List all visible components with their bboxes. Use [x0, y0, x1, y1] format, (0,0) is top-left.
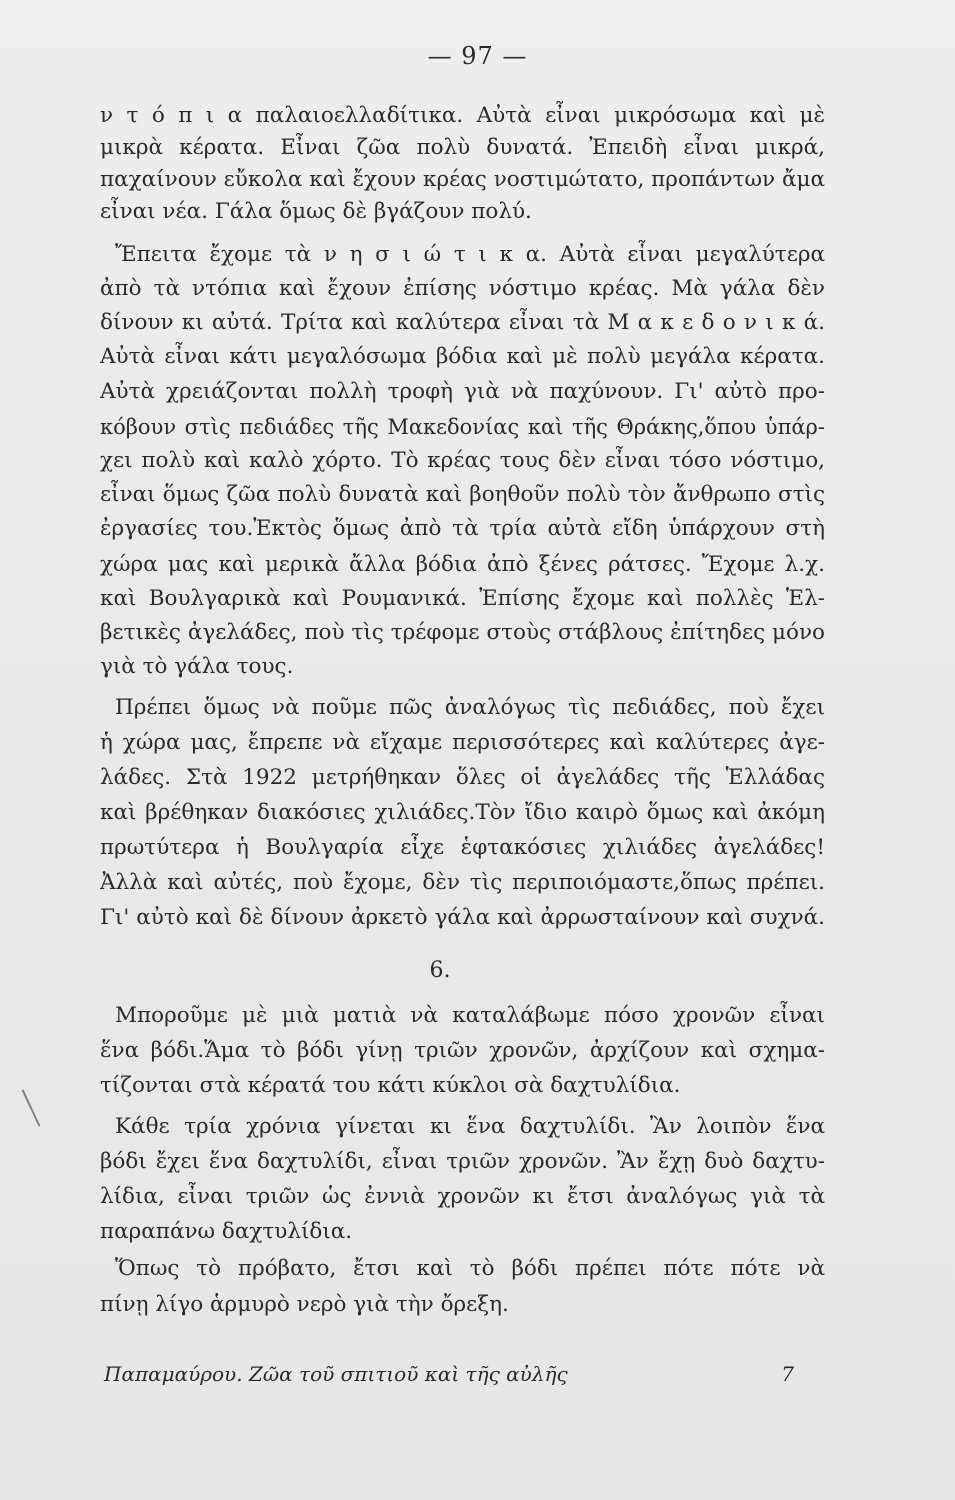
text-line: ἡ χώρα μας, ἔπρεπε νὰ εἴχαμε περισσότερες καὶ καλύτερες ἀγε- [100, 730, 825, 755]
text-line: ἀπὸ τὰ ντόπια καὶ ἔχουν ἐπίσης νόστιμο κρέας. Μὰ γάλα δὲν [100, 276, 825, 301]
page-number: — 97 — [427, 42, 528, 70]
text-line: καὶ Βουλγαρικὰ καὶ Ρουμανικά. Ἐπίσης ἔχομε καὶ πολλὲς Ἑλ- [100, 586, 825, 611]
text-line: εἶναι νέα. Γάλα ὅμως δὲ βγάζουν πολύ. [100, 199, 532, 224]
text-line: τίζονται στὰ κέρατά του κάτι κύκλοι σὰ δαχτυλίδια. [100, 1073, 681, 1098]
text-line: Ἀλλὰ καὶ αὐτές, ποὺ ἔχομε, δὲν τὶς περιποιόμαστε,ὅπως πρέπει. [100, 870, 825, 895]
text-line: Αὐτὰ χρειάζονται πολλὴ τροφὴ γιὰ νὰ παχύνουν. Γι' αὐτὸ προ- [100, 379, 825, 404]
text-line: λίδια, εἶναι τριῶν ὡς ἐννιὰ χρονῶν κι ἔτσι ἀναλόγως γιὰ τὰ [100, 1184, 825, 1209]
text-line: Ὅπως τὸ πρόβατο, ἔτσι καὶ τὸ βόδι πρέπει πότε πότε νὰ [115, 1256, 825, 1281]
text-line: εἶναι ὅμως ζῶα πολὺ δυνατὰ καὶ βοηθοῦν πολὺ τὸν ἄνθρωπο στὶς [100, 482, 825, 507]
text-line: πίνῃ λίγο ἁρμυρὸ νερὸ γιὰ τὴν ὄρεξη. [100, 1292, 509, 1317]
text-line: παχαίνουν εὔκολα καὶ ἔχουν κρέας νοστιμώτατο, προπάντων ἄμα [100, 167, 825, 192]
text-line: μικρὰ κέρατα. Εἶναι ζῶα πολὺ δυνατά. Ἐπειδὴ εἶναι μικρά, [100, 135, 825, 160]
text-line: Κάθε τρία χρόνια γίνεται κι ἕνα δαχτυλίδι. Ἂν λοιπὸν ἕνα [115, 1114, 825, 1139]
text-line: ν τ ό π ι α παλαιοελλαδίτικα. Αὐτὰ εἶναι μικρόσωμα καὶ μὲ [100, 103, 825, 128]
text-line: ἕνα βόδι.Ἅμα τὸ βόδι γίνῃ τριῶν χρονῶν, ἀρχίζουν καὶ σχημα- [100, 1038, 825, 1063]
text-line: καὶ βρέθηκαν διακόσιες χιλιάδες.Τὸν ἴδιο καιρὸ ὅμως καὶ ἀκόμη [100, 800, 825, 825]
text-line: δίνουν κι αὐτά. Τρίτα καὶ καλύτερα εἶναι τὰ Μ α κ ε δ ο ν ι κ ά. [100, 310, 825, 335]
text-line: βετικὲς ἀγελάδες, ποὺ τὶς τρέφομε στοὺς στάβλους ἐπίτηδες μόνο [100, 620, 825, 645]
section-number: 6. [429, 958, 451, 983]
text-line: παραπάνω δαχτυλίδια. [100, 1219, 353, 1244]
text-line: χώρα μας καὶ μερικὰ ἄλλα βόδια ἀπὸ ξένες ράτσες. Ἔχομε λ.χ. [100, 552, 825, 577]
text-line: χει πολὺ καὶ καλὸ χόρτο. Τὸ κρέας τους δὲν εἶναι τόσο νόστιμο, [100, 448, 825, 473]
text-line: πρωτύτερα ἡ Βουλγαρία εἶχε ἑφτακόσιες χιλιάδες ἀγελάδες! [100, 835, 825, 860]
footer-signature-number: 7 [781, 1362, 794, 1386]
text-line: ἐργασίες του.Ἐκτὸς ὅμως ἀπὸ τὰ τρία αὐτὰ εἴδη ὑπάρχουν στὴ [100, 516, 825, 541]
text-line: βόδι ἔχει ἕνα δαχτυλίδι, εἶναι τριῶν χρονῶν. Ἂν ἔχῃ δυὸ δαχτυ- [100, 1149, 825, 1174]
footer-book-title: Παπαμαύρου. Ζῶα τοῦ σπιτιοῦ καὶ τῆς αὐλῆς [104, 1362, 568, 1386]
text-line: Μποροῦμε μὲ μιὰ ματιὰ νὰ καταλάβωμε πόσο χρονῶν εἶναι [115, 1003, 825, 1028]
text-line: Αὐτὰ εἶναι κάτι μεγαλόσωμα βόδια καὶ μὲ πολὺ μεγάλα κέρατα. [100, 344, 825, 369]
text-line: Ἔπειτα ἔχομε τὰ ν η σ ι ώ τ ι κ α. Αὐτὰ εἶναι μεγαλύτερα [115, 242, 825, 267]
text-line: λάδες. Στὰ 1922 μετρήθηκαν ὅλες οἱ ἀγελάδες τῆς Ἑλλάδας [100, 765, 825, 790]
text-line: Γι' αὐτὸ καὶ δὲ δίνουν ἀρκετὸ γάλα καὶ ἀρρωσταίνουν καὶ συχνά. [100, 905, 825, 930]
text-line: κόβουν στὶς πεδιάδες τῆς Μακεδονίας καὶ τῆς Θράκης,ὅπου ὑπάρ- [100, 415, 825, 439]
text-line: γιὰ τὸ γάλα τους. [100, 654, 294, 679]
text-line: Πρέπει ὅμως νὰ ποῦμε πῶς ἀναλόγως τὶς πεδιάδες, ποὺ ἔχει [115, 695, 825, 720]
margin-mark [22, 1089, 41, 1126]
